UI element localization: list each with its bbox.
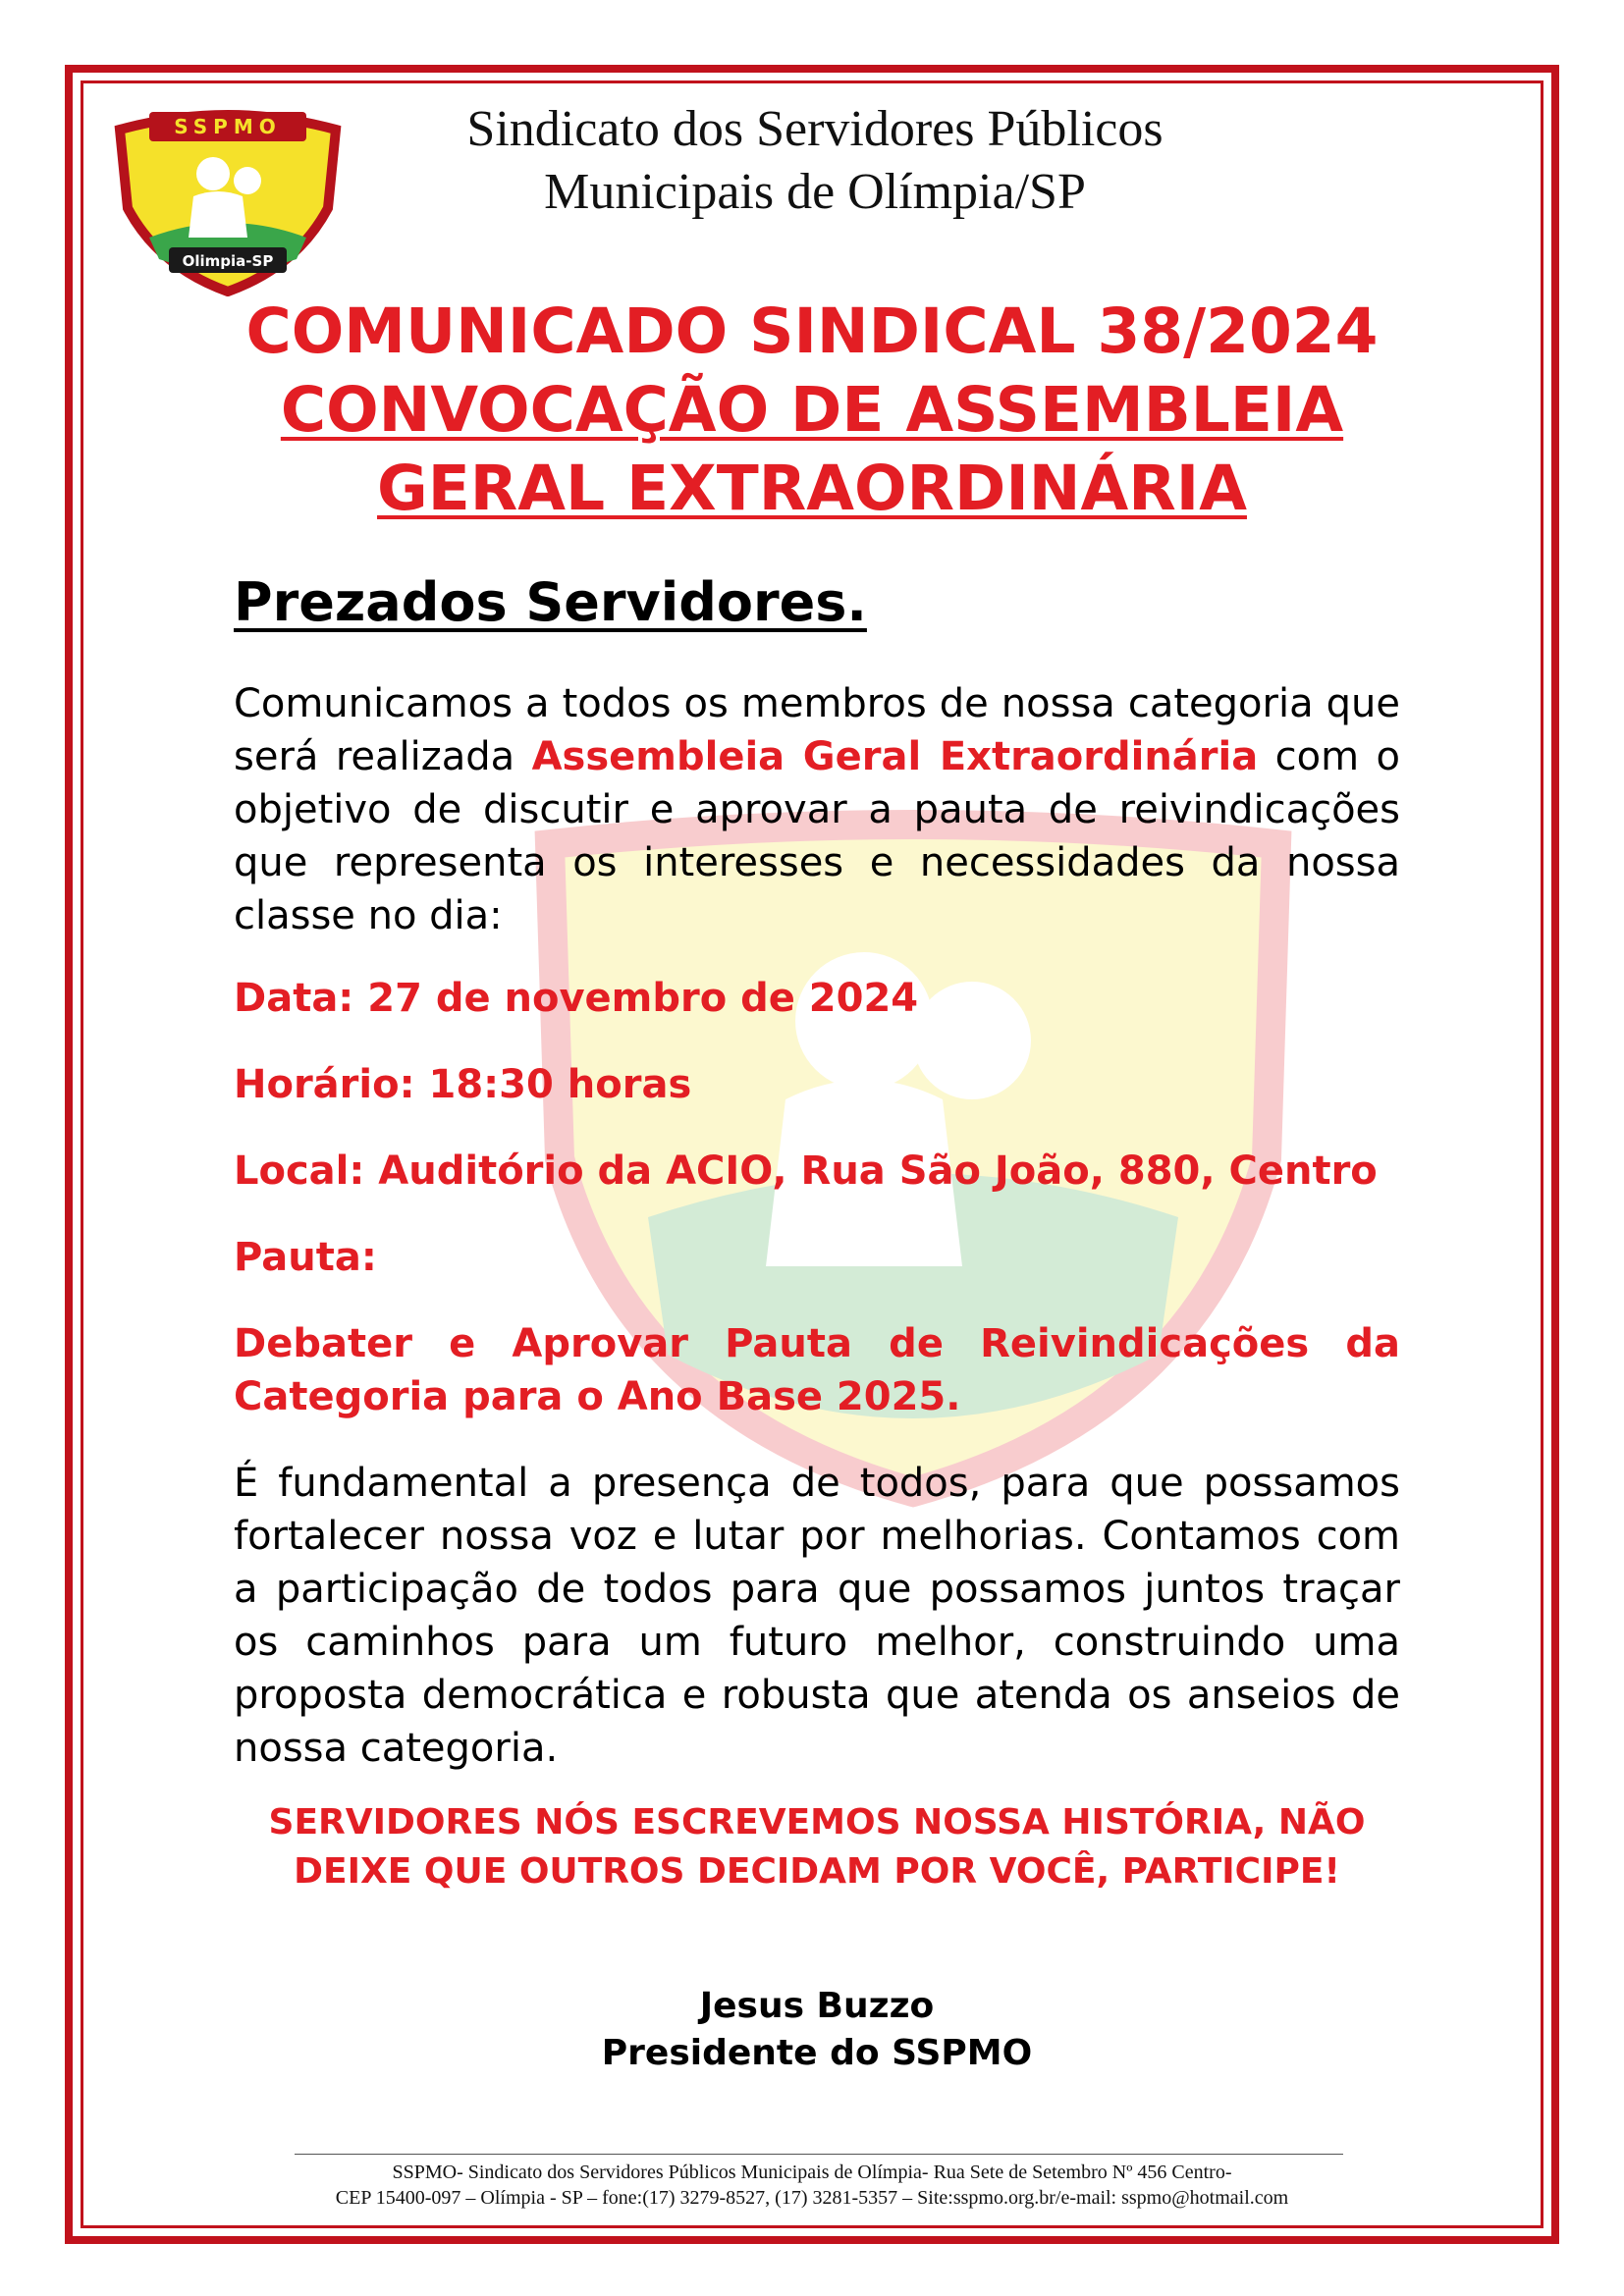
meeting-time: Horário: 18:30 horas <box>234 1062 692 1107</box>
greeting: Prezados Servidores. <box>234 571 867 633</box>
meeting-location: Local: Auditório da ACIO, Rua São João, 880, Centro <box>234 1148 1378 1194</box>
document-body <box>234 567 1400 1798</box>
meeting-date: Data: 27 de novembro de 2024 <box>234 976 919 1021</box>
signer-name: Jesus Buzzo <box>699 1986 935 2026</box>
agenda-text: Debater e Aprovar Pauta de Reivindicações da Categoria para o Ano Base 2025. <box>234 1321 1400 1419</box>
signer-role: Presidente do SSPMO <box>601 2033 1033 2073</box>
intro-highlight: Assembleia Geral Extraordinária <box>531 734 1259 779</box>
footer-line1: SSPMO- Sindicato dos Servidores Públicos Municipais de Olímpia- Rua Sete de Setembro Nº 456 Centro- <box>392 2162 1232 2183</box>
footer <box>196 2160 1428 2211</box>
call-to-action-line2: DEIXE QUE OUTROS DECIDAM POR VOCÊ, PARTICIPE! <box>294 1851 1340 1892</box>
call-to-action-line1: SERVIDORES NÓS ESCREVEMOS NOSSA HISTÓRIA, NÃO <box>268 1802 1366 1842</box>
logo-text-bottom: Olimpia-SP <box>182 252 274 270</box>
closing-paragraph: É fundamental a presença de todos, para que possamos fortalecer nossa voz e lutar por melhorias. Contamos com a participação de todos para que possamos juntos traçar os caminhos para um futuro melhor, construindo uma proposta democrática e robusta que atenda os anseios de nossa categoria. <box>234 1461 1400 1771</box>
logo-text-top: SSPMO <box>174 115 282 138</box>
intro-text-part2: com o objetivo de discutir e aprovar a pauta de reivindicações que representa os interesses e necessidades da nossa classe no dia: <box>234 734 1400 938</box>
org-name-line1: Sindicato dos Servidores Públicos <box>466 101 1164 157</box>
call-to-action <box>234 1798 1400 1896</box>
intro-paragraph <box>234 677 1400 942</box>
title-line2: CONVOCAÇÃO DE ASSEMBLEIA <box>280 374 1344 446</box>
agenda-label: Pauta: <box>234 1235 377 1280</box>
organization-name <box>373 98 1257 224</box>
title-line1: COMUNICADO SINDICAL 38/2024 <box>245 295 1379 367</box>
footer-line2: CEP 15400-097 – Olímpia - SP – fone:(17) 3279-8527, (17) 3281-5357 – Site:sspmo.org.br/e-mail: sspmo@hotmail.com <box>335 2187 1289 2209</box>
org-name-line2: Municipais de Olímpia/SP <box>544 164 1086 220</box>
footer-divider <box>295 2154 1343 2155</box>
title-line3: GERAL EXTRAORDINÁRIA <box>377 453 1247 524</box>
document-title <box>196 293 1428 528</box>
signature-block <box>234 1983 1400 2077</box>
sspmo-logo-icon <box>110 90 346 296</box>
intro-text-part1: Comunicamos a todos os membros de nossa categoria que será realizada <box>234 681 1400 779</box>
